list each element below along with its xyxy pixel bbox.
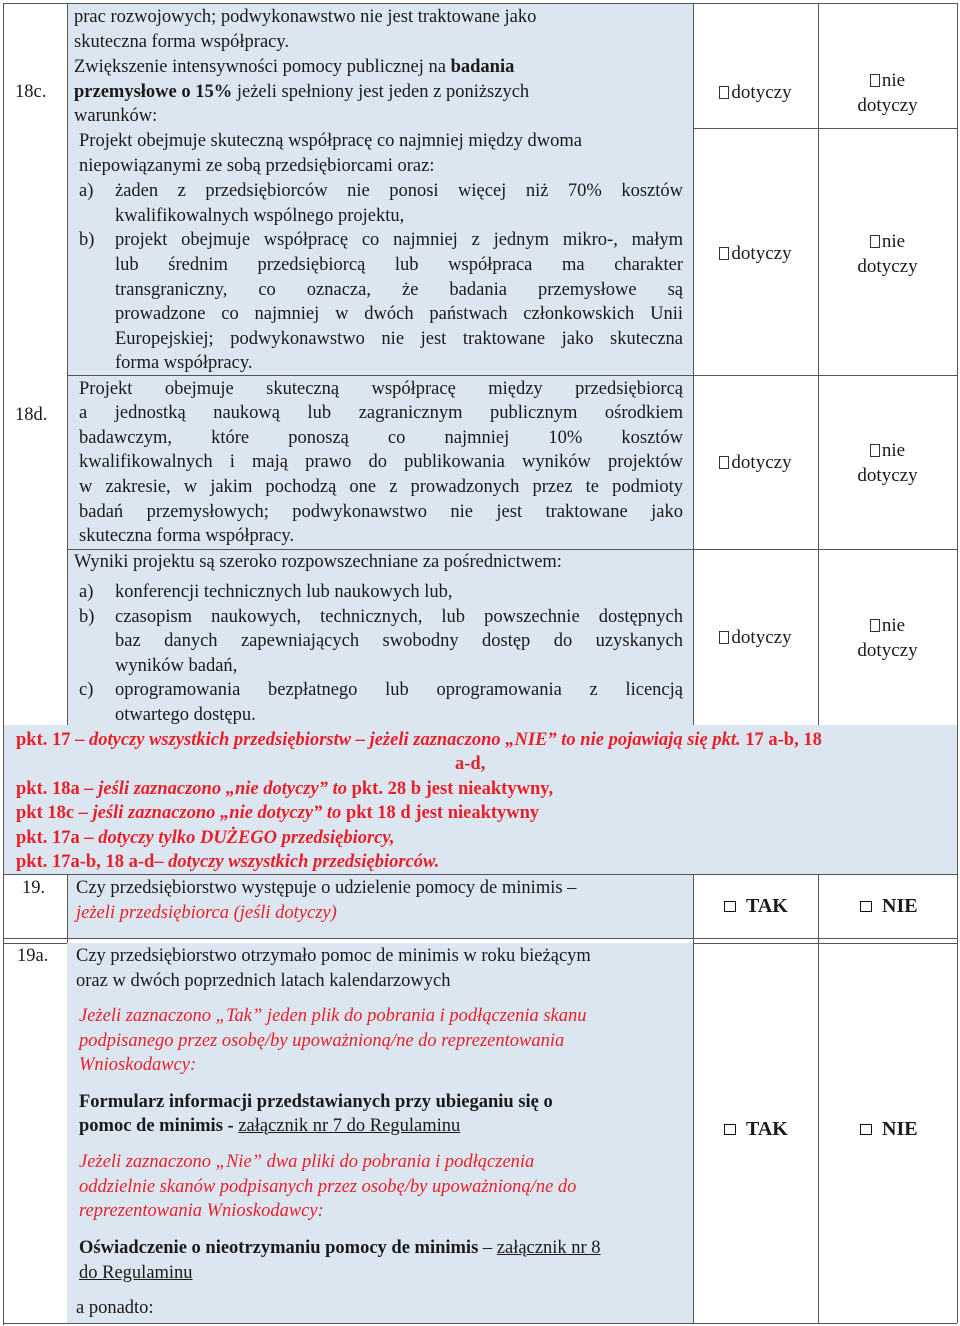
attachment-8-link[interactable]: do Regulaminu (79, 1263, 193, 1283)
list-marker: b) (79, 607, 95, 627)
q19a-instruction: Wnioskodawcy: (79, 1055, 197, 1075)
text-line: skuteczna forma współpracy. (79, 526, 295, 546)
note-line-4: pkt 18c – jeśli zaznaczono „nie dotyczy” to pkt 18 d jest nieaktywny (16, 803, 540, 823)
q19a-nie-option[interactable]: NIE (860, 1116, 918, 1142)
text-line: Europejskiej; podwykonawstwo nie jest traktowane jako skuteczna (115, 329, 683, 349)
declaration-title: Oświadczenie o nieotrzymaniu pomocy de minimis – załącznik nr 8 (79, 1238, 601, 1258)
checkbox-icon[interactable] (870, 74, 880, 87)
checkbox-icon[interactable] (724, 1124, 736, 1135)
checkbox-icon[interactable] (719, 247, 729, 260)
option-dotyczy[interactable]: dotyczy (693, 80, 818, 105)
text-line: Zwiększenie intensywności pomocy publicznej na badania (74, 57, 515, 77)
text-line: a jednostką naukową lub zagranicznym publicznym ośrodkiem (79, 403, 683, 423)
text-line: otwartego dostępu. (115, 705, 256, 725)
row-label-19: 19. (22, 878, 46, 898)
q19a-instruction: Jeżeli zaznaczono „Nie” dwa pliki do pobrania i podłączenia (79, 1152, 535, 1172)
q19a-instruction: oddzielnie skanów podpisanych przez osobę/by upoważnioną/ne do (79, 1177, 577, 1197)
text-line: badań przemysłowych; podwykonawstwo nie jest traktowane jako (79, 502, 683, 522)
option-dotyczy[interactable]: dotyczy (693, 625, 818, 650)
text-line: baz danych zapewniających swobodny dostęp do uzyskanych (115, 631, 683, 651)
note-line-1: pkt. 17 – dotyczy wszystkich przedsiębiorstw – jeżeli zaznaczono „NIE” to nie pojawiają się pkt. 17 a-b, 18 (16, 730, 822, 750)
text-line: forma współpracy. (115, 353, 253, 373)
attachment-7-link[interactable]: załącznik nr 7 do Regulaminu (238, 1116, 461, 1136)
option-nie-dotyczy[interactable]: nie dotyczy (857, 70, 918, 116)
list-marker: a) (79, 181, 94, 201)
text-line: prowadzone co najmniej w dwóch państwach członkowskich Unii (115, 304, 683, 324)
checkbox-icon[interactable] (724, 901, 736, 912)
text-line: badawczym, które ponoszą co najmniej 10% kosztów (79, 428, 683, 448)
q19a-instruction: podpisanego przez osobę/by upoważnioną/ne do reprezentowania (79, 1031, 565, 1051)
list-marker: c) (79, 680, 94, 700)
option-dotyczy[interactable]: dotyczy (693, 241, 818, 266)
text-line: transgraniczny, co oznacza, że badania przemysłowe są (115, 280, 683, 300)
text-line: warunków: (74, 106, 158, 126)
checkbox-icon[interactable] (870, 235, 880, 248)
text-line: projekt obejmuje współpracę co najmniej z jednym mikro-, małym (115, 230, 683, 250)
text-line: niepowiązanymi ze sobą przedsiębiorcami oraz: (79, 156, 435, 176)
checkbox-icon[interactable] (870, 619, 880, 632)
checkbox-icon[interactable] (719, 631, 729, 644)
text-line: żaden z przedsiębiorców nie ponosi więcej niż 70% kosztów (115, 181, 683, 201)
text-line: wyników badań, (115, 656, 238, 676)
q19-tak-option[interactable]: TAK (724, 893, 788, 919)
option-dotyczy[interactable]: dotyczy (693, 450, 818, 475)
checkbox-icon[interactable] (860, 901, 872, 912)
note-line-3: pkt. 18a – jeśli zaznaczono „nie dotyczy” to pkt. 28 b jest nieaktywny, (16, 779, 554, 799)
text-line: kwalifikowalnych wspólnego projektu, (115, 206, 405, 226)
q19a-question: oraz w dwóch poprzednich latach kalendarzowych (76, 971, 451, 991)
text-line: skuteczna forma współpracy. (74, 32, 290, 52)
option-nie-dotyczy[interactable]: nie dotyczy (857, 615, 918, 661)
q19-nie-option[interactable]: NIE (860, 893, 918, 919)
form-attachment-title: Formularz informacji przedstawianych przy ubieganiu się o (79, 1092, 553, 1112)
q19a-question: Czy przedsiębiorstwo otrzymało pomoc de minimis w roku bieżącym (76, 946, 591, 966)
attachment-8-link[interactable]: załącznik nr 8 (496, 1238, 601, 1258)
checkbox-icon[interactable] (870, 444, 880, 457)
note-line-6: pkt. 17a-b, 18 a-d– dotyczy wszystkich przedsiębiorców. (16, 852, 440, 872)
checkbox-icon[interactable] (860, 1124, 872, 1135)
text-line: lub średnim przedsiębiorcą lub współpraca ma charakter (115, 255, 683, 275)
row-label-18c: 18c. (15, 82, 47, 102)
form-attachment-title: pomoc de minimis - załącznik nr 7 do Regulaminu (79, 1116, 461, 1136)
text-line: w zakresie, w jakim pochodzą one z prowadzonych przez te podmioty (79, 477, 683, 497)
text-line: oprogramowania bezpłatnego lub oprogramowania z licencją (115, 680, 683, 700)
option-nie-dotyczy[interactable]: nie dotyczy (857, 231, 918, 277)
list-marker: b) (79, 230, 95, 250)
q19-hint: jeżeli przedsiębiorca (jeśli dotyczy) (76, 903, 337, 923)
list-marker: a) (79, 582, 94, 602)
text-line: Projekt obejmuje skuteczną współpracę między przedsiębiorcą (79, 379, 683, 399)
text-line: przemysłowe o 15% jeżeli spełniony jest jeden z poniższych (74, 82, 530, 102)
text-line: prac rozwojowych; podwykonawstwo nie jest traktowane jako (74, 7, 537, 27)
note-line-5: pkt. 17a – dotyczy tylko DUŻEGO przedsiębiorcy, (16, 828, 395, 848)
row-label-18d: 18d. (15, 405, 48, 425)
q19a-tak-option[interactable]: TAK (724, 1116, 788, 1142)
text-line: czasopism naukowych, technicznych, lub powszechnie dostępnych (115, 607, 683, 627)
checkbox-icon[interactable] (719, 456, 729, 469)
text-line: konferencji technicznych lub naukowych lub, (115, 582, 453, 602)
text-line: kwalifikowalnych i mają prawo do publikowania wyników projektów (79, 452, 683, 472)
q19a-instruction: reprezentowania Wnioskodawcy: (79, 1201, 324, 1221)
q19a-instruction: Jeżeli zaznaczono „Tak” jeden plik do pobrania i podłączenia skanu (79, 1006, 587, 1026)
row-label-19a: 19a. (17, 946, 49, 966)
text-line: Wyniki projektu są szeroko rozpowszechniane za pośrednictwem: (74, 552, 562, 572)
note-line-2: a-d, (455, 754, 486, 774)
text-line: Projekt obejmuje skuteczną współpracę co najmniej między dwoma (79, 131, 582, 151)
checkbox-icon[interactable] (719, 86, 729, 99)
option-nie-dotyczy[interactable]: nie dotyczy (857, 440, 918, 486)
q19a-additional: a ponadto: (76, 1298, 154, 1318)
q19-question: Czy przedsiębiorstwo występuje o udzielenie pomocy de minimis – (76, 878, 577, 898)
